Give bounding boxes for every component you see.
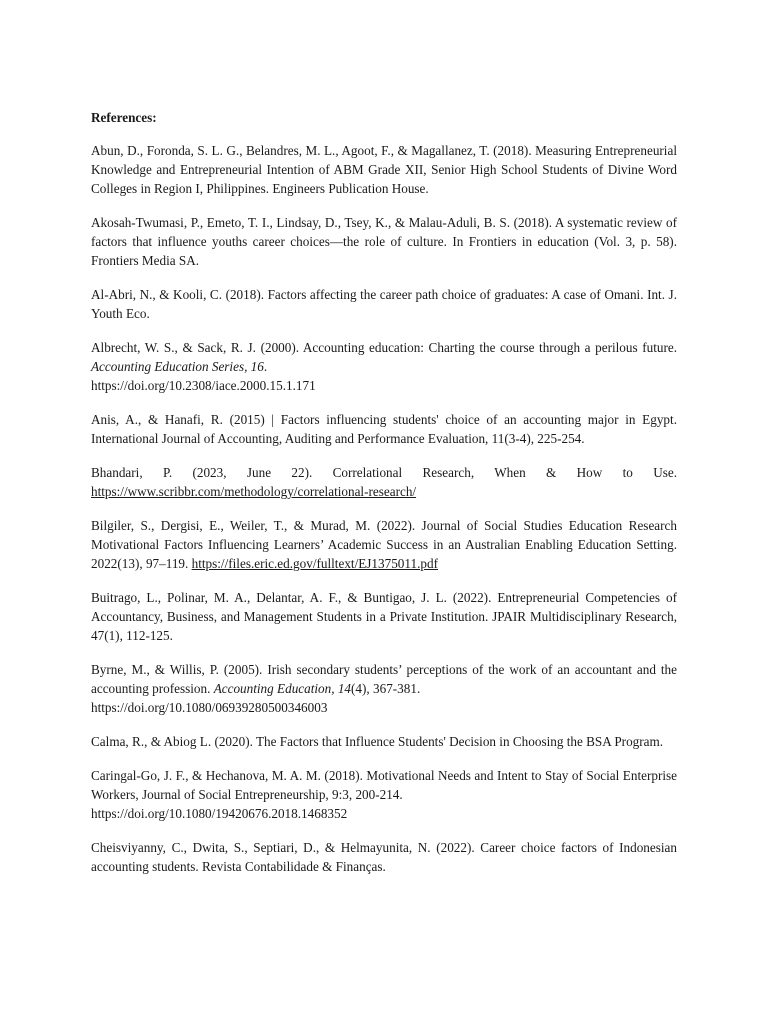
reference-text: Anis, A., & Hanafi, R. (2015) | Factors influencing students' choice of an accounting major in Egypt. International Journal of Accounting, Auditing and Performance Evaluation, 11(3-4), 225-254. xyxy=(91,412,677,446)
reference-entry xyxy=(91,516,677,573)
reference-text: Bhandari, P. (2023, June 22). Correlational Research, When & How to Use. xyxy=(91,465,677,480)
reference-link[interactable]: https://www.scribbr.com/methodology/correlational-research/ xyxy=(91,484,417,499)
reference-text-tail: (4), 367-381. xyxy=(351,681,421,696)
doi-url: https://doi.org/10.1080/06939280500346003 xyxy=(91,700,328,715)
doi-url: https://doi.org/10.2308/iace.2000.15.1.171 xyxy=(91,378,316,393)
reference-entry xyxy=(91,732,677,751)
reference-entry xyxy=(91,588,677,645)
reference-text: Abun, D., Foronda, S. L. G., Belandres, M. L., Agoot, F., & Magallanez, T. (2018). Measuring Entrepreneurial Knowledge and Entrepreneurial Intention of ABM Grade XII, Senior High School Students of Divine Word Colleges in Region I, Philippines. Engineers Publication House. xyxy=(91,143,677,196)
journal-title: Accounting Education Series, 16 xyxy=(91,359,264,374)
doi-url: https://doi.org/10.1080/19420676.2018.1468352 xyxy=(91,806,348,821)
reference-text: Calma, R., & Abiog L. (2020). The Factors that Influence Students' Decision in Choosing the BSA Program. xyxy=(91,734,664,749)
reference-entry xyxy=(91,660,677,717)
reference-text: Bilgiler, S., Dergisi, E., Weiler, T., & Murad, M. (2022). Journal of Social Studies Education Research Motivational Factors Influencing Learners’ Academic Success in an Australian Enabling Education Setting. 2022(13), 97–119. xyxy=(91,518,677,571)
reference-text: Caringal-Go, J. F., & Hechanova, M. A. M. (2018). Motivational Needs and Intent to Stay of Social Enterprise Workers, Journal of Social Entrepreneurship, 9:3, 200-214. xyxy=(91,768,677,802)
reference-entry xyxy=(91,838,677,876)
reference-link[interactable]: https://files.eric.ed.gov/fulltext/EJ1375011.pdf xyxy=(191,556,438,571)
journal-title: Accounting Education, 14 xyxy=(213,681,352,696)
reference-entry xyxy=(91,213,677,270)
reference-entry xyxy=(91,463,677,501)
reference-text: Albrecht, W. S., & Sack, R. J. (2000). Accounting education: Charting the course through a perilous future. xyxy=(91,340,677,355)
references-heading: References: xyxy=(91,110,157,125)
reference-entry xyxy=(91,410,677,448)
reference-text: Akosah-Twumasi, P., Emeto, T. I., Lindsay, D., Tsey, K., & Malau-Aduli, B. S. (2018). A systematic review of factors that influence youths career choices—the role of culture. In Frontiers in education (Vol. 3, p. 58). Frontiers Media SA. xyxy=(91,215,677,268)
reference-text-tail: . xyxy=(263,359,268,374)
reference-entry xyxy=(91,338,677,395)
reference-entry xyxy=(91,141,677,198)
reference-text: Byrne, M., & Willis, P. (2005). Irish secondary students’ perceptions of the work of an accountant and the accounting profession. xyxy=(91,662,677,696)
reference-entry xyxy=(91,766,677,823)
reference-text: Al-Abri, N., & Kooli, C. (2018). Factors affecting the career path choice of graduates: A case of Omani. Int. J. Youth Eco. xyxy=(91,287,677,321)
reference-entry xyxy=(91,285,677,323)
reference-text: Cheisviyanny, C., Dwita, S., Septiari, D., & Helmayunita, N. (2022). Career choice factors of Indonesian accounting students. Revista Contabilidade & Finanças. xyxy=(91,840,677,874)
reference-text: Buitrago, L., Polinar, M. A., Delantar, A. F., & Buntigao, J. L. (2022). Entrepreneurial Competencies of Accountancy, Business, and Management Students in a Private Institution. JPAIR Multidisciplinary Research, 47(1), 112-125. xyxy=(91,590,677,643)
